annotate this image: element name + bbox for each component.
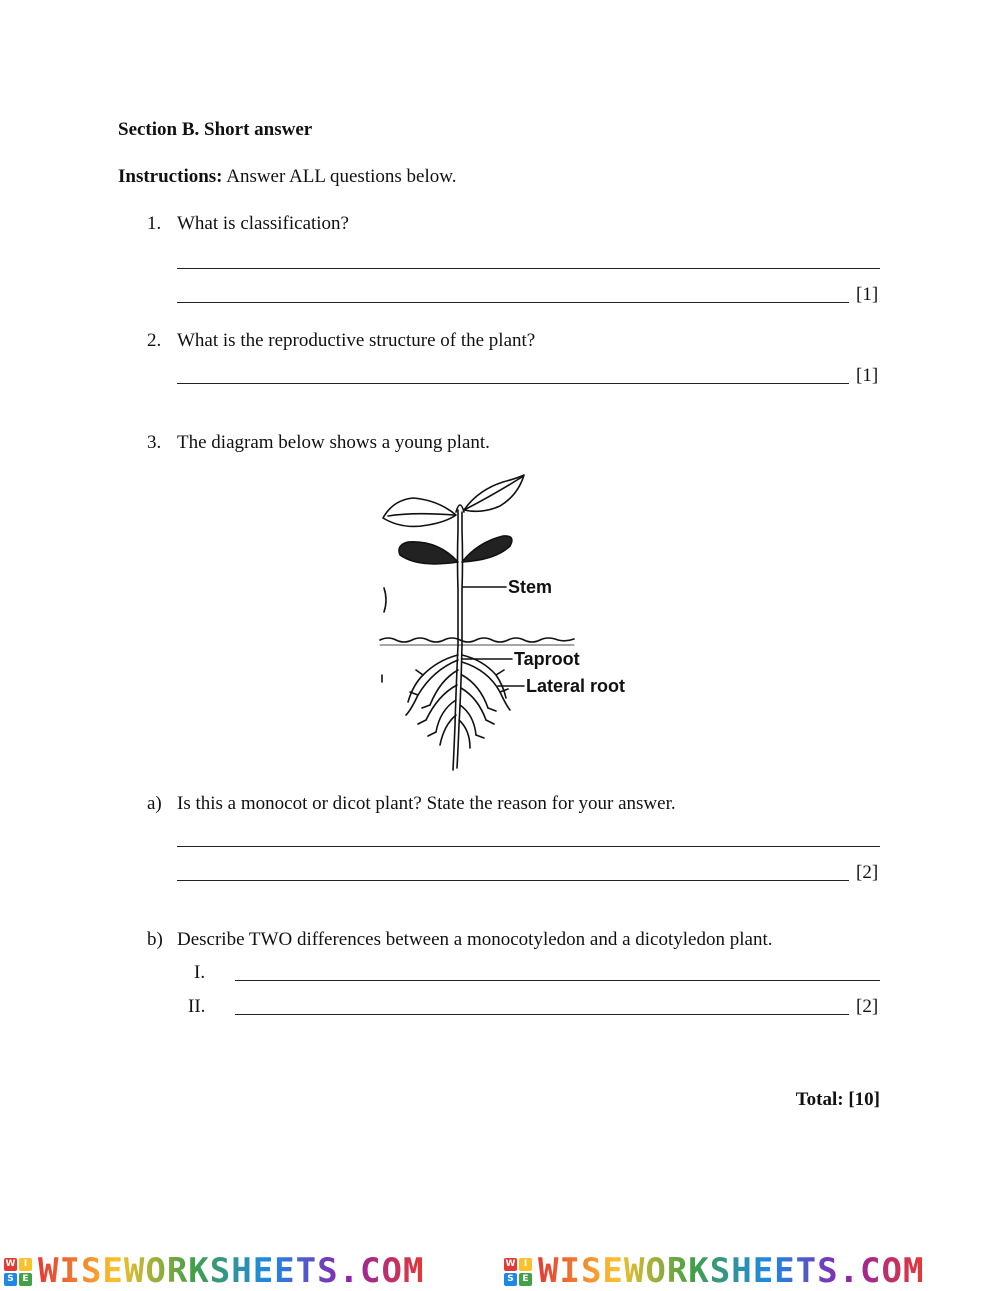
question-a-answer-line-2[interactable] [177,880,849,881]
question-2-answer-line[interactable] [177,383,849,384]
question-3-text: The diagram below shows a young plant. [177,432,490,453]
question-1-number: 1. [147,213,162,234]
question-b-number: b) [147,929,163,950]
question-b-text: Describe TWO differences between a monocotyledon and a dicotyledon plant. [177,929,773,950]
instructions-label: Instructions: [118,166,223,187]
question-a-text: Is this a monocot or dicot plant? State the reason for your answer. [177,793,676,814]
section-title: Section B. Short answer [118,119,313,140]
question-1-mark: [1] [856,284,879,305]
plant-diagram [378,470,638,775]
question-3-number: 3. [147,432,162,453]
label-stem: Stem [508,577,553,597]
watermark-2 [504,1252,924,1291]
question-1-answer-line-1[interactable] [177,268,880,269]
question-b-item-2-label: II. [188,996,206,1017]
question-b-item-2-line[interactable] [235,1014,849,1015]
plant-diagram-drawing [378,470,638,775]
question-a-number: a) [147,793,162,814]
watermark-1 [4,1252,424,1291]
instructions [118,166,456,188]
question-b-mark: [2] [856,996,879,1017]
question-a-mark: [2] [856,862,879,883]
label-taproot: Taproot [514,649,580,669]
total-score: Total: [10] [795,1089,880,1110]
watermark-logo-icon: W I S E [4,1258,32,1286]
question-b-item-1-line[interactable] [235,980,880,981]
watermark-footer [0,1252,1000,1291]
watermark-text: WISEWORKSHEETS.COM [38,1252,425,1291]
instructions-text: Answer ALL questions below. [226,166,457,187]
question-2-number: 2. [147,330,162,351]
question-2-mark: [1] [856,365,879,386]
question-1-text: What is classification? [177,213,349,234]
question-1-answer-line-2[interactable] [177,302,849,303]
label-lateral-root: Lateral root [526,676,626,696]
watermark-text: WISEWORKSHEETS.COM [538,1252,925,1291]
question-b-item-1-label: I. [194,962,206,983]
question-a-answer-line-1[interactable] [177,846,880,847]
watermark-logo-icon: W I S E [504,1258,532,1286]
question-2-text: What is the reproductive structure of the plant? [177,330,536,351]
